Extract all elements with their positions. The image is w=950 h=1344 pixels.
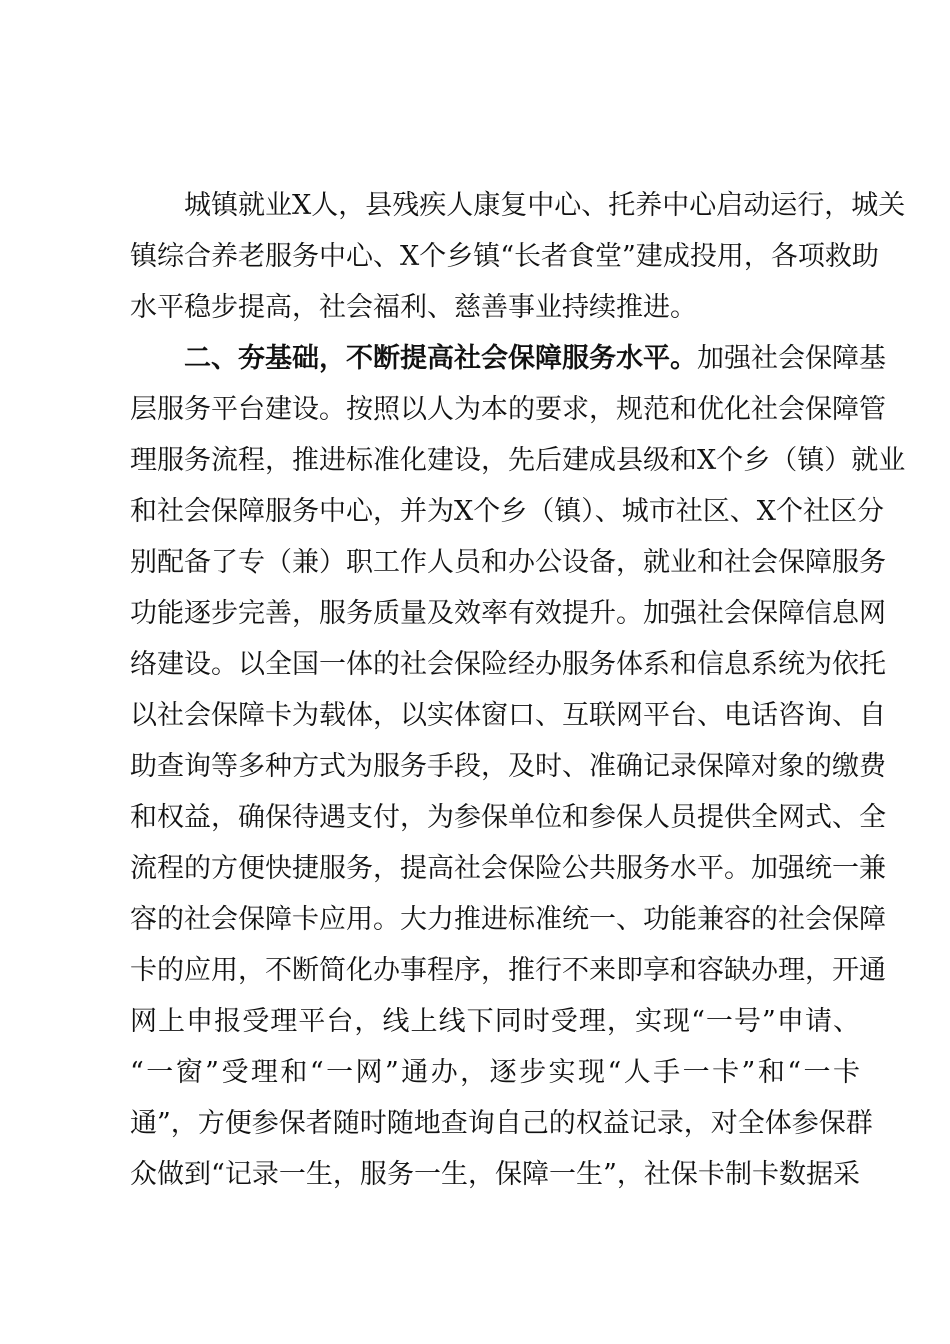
- paragraph-2-line-4: 和社会保障服务中心，并为X个乡（镇）、城市社区、X个社区分: [130, 496, 884, 527]
- paragraph-2-line-1-rest: 加强社会保障基: [697, 343, 886, 374]
- paragraph-2-line-5: 别配备了专（兼）职工作人员和办公设备，就业和社会保障服务: [130, 547, 886, 578]
- paragraph-1-line-3: 水平稳步提高，社会福利、慈善事业持续推进。: [130, 292, 697, 323]
- paragraph-2-line-16: 通”，方便参保者随时随地查询自己的权益记录，对全体参保群: [130, 1108, 873, 1139]
- paragraph-2-line-2: 层服务平台建设。按照以人为本的要求，规范和优化社会保障管: [130, 394, 886, 425]
- paragraph-2-line-13: 卡的应用，不断简化办事程序，推行不来即享和容缺办理，开通: [130, 955, 886, 986]
- paragraph-2-line-12: 容的社会保障卡应用。大力推进标准统一、功能兼容的社会保障: [130, 904, 886, 935]
- paragraph-2-line-15: “一窗”受理和“一网”通办，逐步实现“人手一卡”和“一卡: [130, 1057, 860, 1088]
- section-heading: 二、夯基础，不断提高社会保障服务水平。: [184, 343, 697, 374]
- paragraph-2-line-11: 流程的方便快捷服务，提高社会保险公共服务水平。加强统一兼: [130, 853, 886, 884]
- paragraph-1-line-2: 镇综合养老服务中心、X个乡镇“长者食堂”建成投用，各项救助: [130, 241, 879, 272]
- paragraph-2-line-3: 理服务流程，推进标准化建设，先后建成县级和X个乡（镇）就业: [130, 445, 906, 476]
- paragraph-2-line-9: 助查询等多种方式为服务手段，及时、准确记录保障对象的缴费: [130, 751, 886, 782]
- paragraph-2-line-7: 络建设。以全国一体的社会保险经办服务体系和信息系统为依托: [130, 649, 886, 680]
- paragraph-2-line-8: 以社会保障卡为载体，以实体窗口、互联网平台、电话咨询、自: [130, 700, 886, 731]
- paragraph-2-line-1: [184, 334, 886, 384]
- paragraph-2-line-10: 和权益，确保待遇支付，为参保单位和参保人员提供全网式、全: [130, 802, 886, 833]
- paragraph-1-line-1: 城镇就业X人，县残疾人康复中心、托养中心启动运行，城关: [184, 190, 906, 221]
- paragraph-2-line-14: 网上申报受理平台，线上线下同时受理，实现“一号”申请、: [130, 1006, 860, 1037]
- paragraph-2-line-6: 功能逐步完善，服务质量及效率有效提升。加强社会保障信息网: [130, 598, 886, 629]
- paragraph-2-line-17: 众做到“记录一生，服务一生，保障一生”，社保卡制卡数据采: [130, 1159, 860, 1190]
